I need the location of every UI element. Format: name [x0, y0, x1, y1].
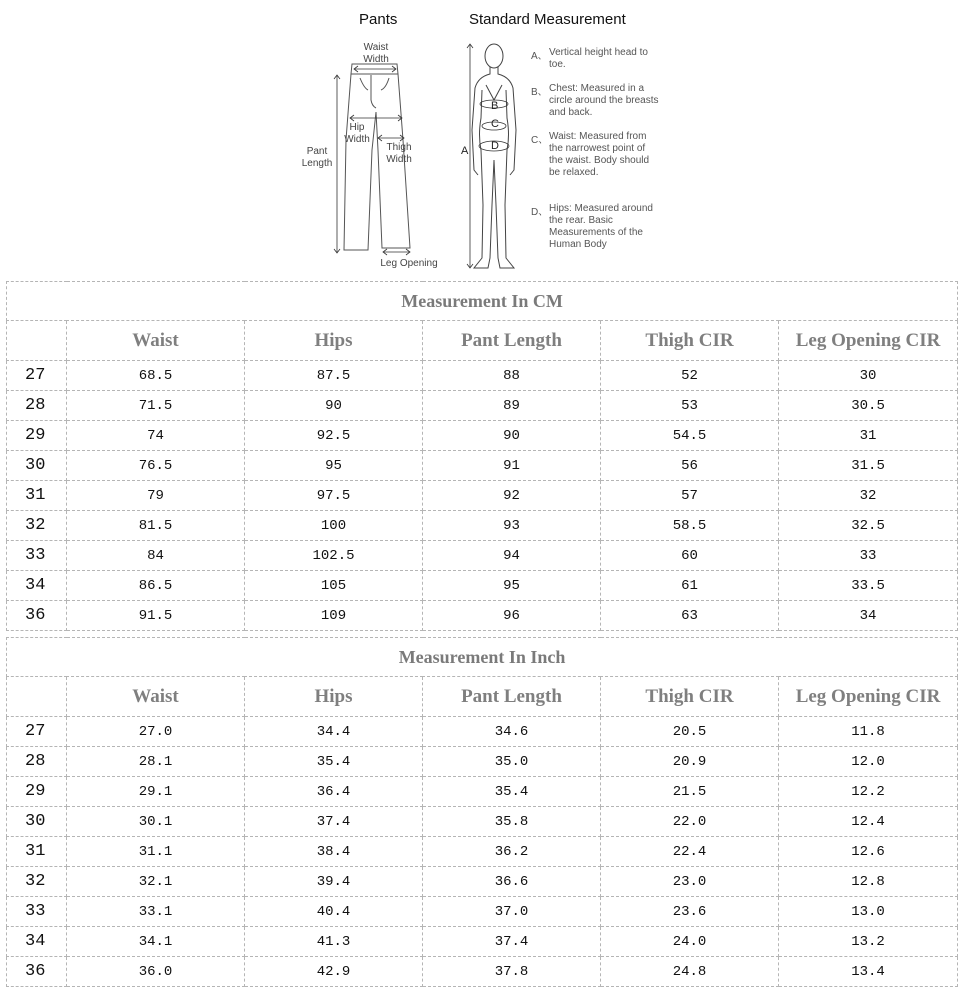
- pant-length-cell: 95: [423, 571, 601, 601]
- waist-cell: 33.1: [67, 897, 245, 927]
- size-cell: 34: [7, 571, 67, 601]
- hips-cell: 41.3: [245, 927, 423, 957]
- waist-cell: 71.5: [67, 391, 245, 421]
- table-row: [7, 451, 958, 481]
- thigh-cir-cell: 53: [601, 391, 779, 421]
- size-cell: 27: [7, 717, 67, 747]
- leg-opening-cir-cell: 12.2: [779, 777, 958, 807]
- leg-opening-cir-cell: 13.2: [779, 927, 958, 957]
- body-figure: [462, 36, 532, 276]
- leg-opening-cir-cell: 30.5: [779, 391, 958, 421]
- table-row: [7, 837, 958, 867]
- thigh-cir-cell: 60: [601, 541, 779, 571]
- size-cell: 36: [7, 957, 67, 987]
- leg-opening-label: Leg Opening: [380, 258, 438, 269]
- thigh-cir-cell: 23.0: [601, 867, 779, 897]
- size-cell: 29: [7, 777, 67, 807]
- pant-length-cell: 88: [423, 361, 601, 391]
- hips-cell: 40.4: [245, 897, 423, 927]
- waist-width-label: Waist Width: [363, 42, 389, 65]
- waist-cell: 79: [67, 481, 245, 511]
- waist-cell: 36.0: [67, 957, 245, 987]
- header-row: [7, 321, 958, 361]
- size-cell: 31: [7, 481, 67, 511]
- waist-cell: 91.5: [67, 601, 245, 631]
- pant-length-cell: 35.4: [423, 777, 601, 807]
- leg-opening-cir-cell: 33: [779, 541, 958, 571]
- pant-length-cell: 93: [423, 511, 601, 541]
- hips-cell: 95: [245, 451, 423, 481]
- waist-cell: 30.1: [67, 807, 245, 837]
- hips-cell: 38.4: [245, 837, 423, 867]
- size-cell: 34: [7, 927, 67, 957]
- pant-length-cell: 89: [423, 391, 601, 421]
- pant-length-cell: 37.0: [423, 897, 601, 927]
- table-row: [7, 421, 958, 451]
- table-row: [7, 391, 958, 421]
- thigh-cir-cell: 63: [601, 601, 779, 631]
- table-row: [7, 481, 958, 511]
- measurement-illustration: [0, 0, 962, 280]
- waist-cell: 27.0: [67, 717, 245, 747]
- pant-length-cell: 35.0: [423, 747, 601, 777]
- hips-cell: 109: [245, 601, 423, 631]
- leg-opening-cir-cell: 12.0: [779, 747, 958, 777]
- leg-opening-cir-header: Leg Opening CIR: [779, 677, 958, 717]
- waist-cell: 86.5: [67, 571, 245, 601]
- hips-header: Hips: [245, 677, 423, 717]
- waist-header: Waist: [67, 677, 245, 717]
- size-cell: 28: [7, 747, 67, 777]
- pant-length-cell: 35.8: [423, 807, 601, 837]
- size-cell: 30: [7, 451, 67, 481]
- table-row: [7, 927, 958, 957]
- waist-header: Waist: [67, 321, 245, 361]
- note-letter-a: A、: [531, 51, 548, 62]
- thigh-cir-cell: 61: [601, 571, 779, 601]
- table-body: [7, 717, 958, 987]
- size-table-inch: [6, 637, 958, 987]
- pant-length-cell: 34.6: [423, 717, 601, 747]
- pant-length-header: Pant Length: [423, 321, 601, 361]
- waist-cell: 34.1: [67, 927, 245, 957]
- pant-length-cell: 91: [423, 451, 601, 481]
- leg-opening-cir-cell: 12.6: [779, 837, 958, 867]
- hips-cell: 36.4: [245, 777, 423, 807]
- note-a-text: Vertical height head to toe.: [549, 47, 648, 70]
- thigh-cir-cell: 20.9: [601, 747, 779, 777]
- table-caption-inch: Measurement In Inch: [7, 638, 958, 677]
- hips-cell: 97.5: [245, 481, 423, 511]
- leg-opening-cir-cell: 13.0: [779, 897, 958, 927]
- hips-cell: 105: [245, 571, 423, 601]
- thigh-cir-cell: 22.4: [601, 837, 779, 867]
- size-cell: 28: [7, 391, 67, 421]
- header-row: [7, 677, 958, 717]
- thigh-cir-cell: 22.0: [601, 807, 779, 837]
- waist-cell: 81.5: [67, 511, 245, 541]
- thigh-cir-cell: 20.5: [601, 717, 779, 747]
- hips-cell: 42.9: [245, 957, 423, 987]
- note-letter-d: D、: [531, 207, 549, 218]
- hip-width-label: Hip Width: [344, 122, 370, 145]
- size-cell: 27: [7, 361, 67, 391]
- size-cell: 36: [7, 601, 67, 631]
- pant-length-cell: 36.6: [423, 867, 601, 897]
- thigh-cir-cell: 56: [601, 451, 779, 481]
- table-row: [7, 957, 958, 987]
- table-row: [7, 777, 958, 807]
- table-caption-cm: Measurement In CM: [7, 282, 958, 321]
- note-c-text: Waist: Measured from the narrowest point of the waist. Body should be relaxed.: [549, 131, 650, 178]
- thigh-cir-cell: 54.5: [601, 421, 779, 451]
- leg-opening-cir-cell: 30: [779, 361, 958, 391]
- table-row: [7, 717, 958, 747]
- size-cell: 30: [7, 807, 67, 837]
- table-row: [7, 867, 958, 897]
- table-row: [7, 361, 958, 391]
- leg-opening-cir-cell: 32.5: [779, 511, 958, 541]
- body-letter-b: B: [491, 100, 499, 112]
- note-letter-b: B、: [531, 87, 548, 98]
- waist-cell: 74: [67, 421, 245, 451]
- hips-cell: 37.4: [245, 807, 423, 837]
- thigh-cir-cell: 52: [601, 361, 779, 391]
- hips-cell: 39.4: [245, 867, 423, 897]
- size-header: [7, 677, 67, 717]
- size-cell: 33: [7, 541, 67, 571]
- pant-length-cell: 36.2: [423, 837, 601, 867]
- leg-opening-cir-cell: 12.4: [779, 807, 958, 837]
- note-d-text: Hips: Measured around the rear. Basic Measurements of the Human Body: [549, 203, 653, 250]
- leg-opening-cir-cell: 31: [779, 421, 958, 451]
- pant-length-cell: 90: [423, 421, 601, 451]
- pant-length-cell: 96: [423, 601, 601, 631]
- size-cell: 32: [7, 867, 67, 897]
- pant-length-header: Pant Length: [423, 677, 601, 717]
- thigh-cir-cell: 58.5: [601, 511, 779, 541]
- size-cell: 31: [7, 837, 67, 867]
- waist-cell: 68.5: [67, 361, 245, 391]
- note-b-text: Chest: Measured in a circle around the breasts and back.: [549, 83, 659, 118]
- hips-cell: 100: [245, 511, 423, 541]
- table-row: [7, 747, 958, 777]
- thigh-cir-cell: 24.8: [601, 957, 779, 987]
- hips-cell: 90: [245, 391, 423, 421]
- hips-cell: 35.4: [245, 747, 423, 777]
- leg-opening-cir-cell: 33.5: [779, 571, 958, 601]
- hips-cell: 92.5: [245, 421, 423, 451]
- note-letter-c: C、: [531, 135, 549, 146]
- thigh-cir-header: Thigh CIR: [601, 677, 779, 717]
- hips-cell: 102.5: [245, 541, 423, 571]
- table-row: [7, 601, 958, 631]
- waist-cell: 76.5: [67, 451, 245, 481]
- pant-length-cell: 94: [423, 541, 601, 571]
- table-row: [7, 541, 958, 571]
- leg-opening-cir-cell: 32: [779, 481, 958, 511]
- size-cell: 33: [7, 897, 67, 927]
- body-letter-d: D: [491, 140, 499, 152]
- pants-title: Pants: [359, 11, 398, 28]
- leg-opening-cir-cell: 34: [779, 601, 958, 631]
- pant-length-cell: 37.8: [423, 957, 601, 987]
- leg-opening-cir-cell: 31.5: [779, 451, 958, 481]
- hips-cell: 34.4: [245, 717, 423, 747]
- leg-opening-cir-cell: 11.8: [779, 717, 958, 747]
- thigh-width-label: Thigh Width: [386, 142, 412, 165]
- size-cell: 32: [7, 511, 67, 541]
- size-header: [7, 321, 67, 361]
- thigh-cir-cell: 57: [601, 481, 779, 511]
- table-row: [7, 807, 958, 837]
- waist-cell: 31.1: [67, 837, 245, 867]
- pant-length-cell: 92: [423, 481, 601, 511]
- leg-opening-cir-cell: 12.8: [779, 867, 958, 897]
- thigh-cir-header: Thigh CIR: [601, 321, 779, 361]
- size-cell: 29: [7, 421, 67, 451]
- leg-opening-cir-cell: 13.4: [779, 957, 958, 987]
- table-row: [7, 571, 958, 601]
- thigh-cir-cell: 23.6: [601, 897, 779, 927]
- thigh-cir-cell: 24.0: [601, 927, 779, 957]
- leg-opening-cir-header: Leg Opening CIR: [779, 321, 958, 361]
- waist-cell: 84: [67, 541, 245, 571]
- size-table-cm: [6, 281, 958, 631]
- waist-cell: 29.1: [67, 777, 245, 807]
- body-letter-c: C: [491, 118, 499, 130]
- hips-cell: 87.5: [245, 361, 423, 391]
- pant-length-cell: 37.4: [423, 927, 601, 957]
- thigh-cir-cell: 21.5: [601, 777, 779, 807]
- standard-measurement-title: Standard Measurement: [469, 11, 626, 28]
- body-letter-a: A: [461, 145, 469, 157]
- hips-header: Hips: [245, 321, 423, 361]
- table-row: [7, 511, 958, 541]
- table-row: [7, 897, 958, 927]
- pant-length-label: Pant Length: [301, 146, 333, 169]
- table-body: [7, 361, 958, 631]
- waist-cell: 32.1: [67, 867, 245, 897]
- waist-cell: 28.1: [67, 747, 245, 777]
